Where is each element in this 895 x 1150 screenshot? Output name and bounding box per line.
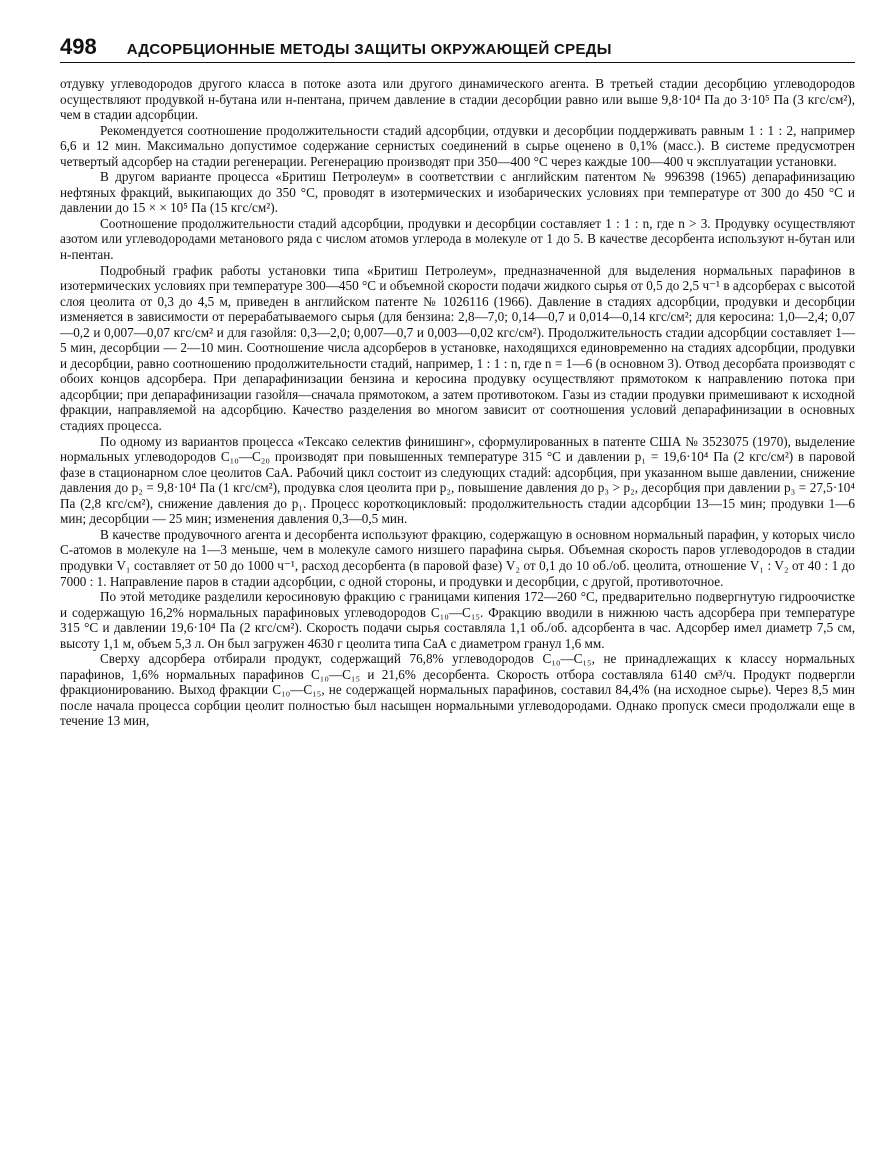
page-number: 498 — [60, 34, 97, 59]
page-header — [60, 34, 855, 63]
body-text — [60, 76, 855, 729]
paragraph: В другом варианте процесса «Бритиш Петролеум» в соответствии с английским патентом № 996398 (1965) депарафинизацию нефтяных фракций, выкипающих до 350 °С, проводят в изотермических и изобарических условиях при температуре от 300 до 450 °С и давлении до 15 × × 10⁵ Па (15 кгс/см²). — [60, 169, 855, 216]
paragraph: отдувку углеводородов другого класса в потоке азота или другого динамического агента. В третьей стадии десорбцию углеводородов осуществляют продувкой н-бутана или н-пентана, причем давление в стадии десорбции равно или выше 9,8·10⁴ Па до 3·10⁵ Па (3 кгс/см²), чем в стадии адсорбции. — [60, 76, 855, 123]
paragraph: По этой методике разделили керосиновую фракцию с границами кипения 172—260 °С, предварительно подвергнутую гидроочистке и содержащую 16,2% нормальных парафиновых углеводородов C₁₀—C₁₅. Фракцию вводили в нижнюю часть адсорбера при температуре 315 °С и давлении 19,6·10⁴ Па (2 кгс/см²). Скорость подачи сырья составляла 1,1 об./об. адсорбента в час. Адсорбер имел диаметр 7,5 см, высоту 1,1 м, объем 5,3 л. Он был загружен 4630 г цеолита типа СаА с диаметром гранул 1,6 мм. — [60, 589, 855, 651]
paragraph: В качестве продувочного агента и десорбента используют фракцию, содержащую в основном нормальный парафин, у которых число С-атомов в молекуле на 1—3 меньше, чем в молекуле самого низшего парафина сырья. Объемная скорость паров углеводородов в стадии продувки V₁ составляет от 50 до 1000 ч⁻¹, расход десорбента (в паровой фазе) V₂ от 0,1 до 10 об./об. цеолита, отношение V₁ : V₂ от 40 : 1 до 7000 : 1. Направление паров в стадии адсорбции, с одной стороны, и продувки и десорбции, с другой, противоточное. — [60, 526, 855, 589]
paragraph: Сверху адсорбера отбирали продукт, содержащий 76,8% углеводородов C₁₀—C₁₅, не принадлежащих к классу нормальных парафинов, 1,6% нормальных парафинов C₁₀—C₁₅ и 21,6% десорбента. Скорость отбора составляла 6140 см³/ч. Продукт подвергли фракционированию. Выход фракции C₁₀—C₁₅, не содержащей нормальных парафинов, составил 84,4% (на исходное сырье). Через 8,5 мин после начала процесса сорбции цеолит полностью был насыщен нормальными углеводородами. Однако пропуск смеси продолжали еще в течение 13 мин, — [60, 651, 855, 729]
paragraph: Подробный график работы установки типа «Бритиш Петролеум», предназначенной для выделения нормальных парафинов в изотермических условиях при температуре 300—450 °С и объемной скорости подачи жидкого сырья от 0,5 до 2,5 ч⁻¹ в адсорберах с высотой слоя цеолита от 0,3 до 4,5 м, приведен в английском патенте № 1026116 (1966). Давление в стадиях адсорбции, продувки и десорбции изменяется в зависимости от перерабатываемого сырья (для бензина: 2,8—7,0; 0,14—0,7 и 0,014—0,14 кгс/см²; для керосина: 1,0—2,4; 0,07—0,2 и 0,007—0,07 кгс/см² и для газойля: 0,3—2,0; 0,007—0,7 и 0,003—0,02 кгс/см²). Продолжительность стадии адсорбции составляет 1—5 мин, десорбции — 2—10 мин. Соотношение числа адсорберов в установке, находящихся единовременно на стадиях адсорбции, продувки и десорбции, равно соотношению продолжительности стадий, например, 1 : 1 : n, где n = 1—6 (в основном 3). Отвод десорбата производят с обоих концов адсорбера. При депарафинизации бензина и керосина продувку осуществляют прямотоком к направлению потока при адсорбции; при депарафинизации газойля—сначала прямотоком, а затем противотоком. Газы из стадии продувки примешивают к исходной фракции, направляемой на адсорбцию. Качество разделения во многом зависит от соотношения условий депарафинизации в основных стадиях процесса. — [60, 262, 855, 434]
paragraph: Соотношение продолжительности стадий адсорбции, продувки и десорбции составляет 1 : 1 : n, где n > 3. Продувку осуществляют азотом или углеводородами метанового ряда с числом атомов углерода в молекуле от 1 до 5. В качестве десорбента используют н-бутан или н-пентан. — [60, 215, 855, 263]
paragraph: Рекомендуется соотношение продолжительности стадий адсорбции, отдувки и десорбции поддерживать равным 1 : 1 : 2, например 6,6 и 12 мин. Максимально допустимое содержание сернистых соединений в сырье оценено в 0,1% (масс.). В системе предусмотрен четвертый адсорбер на стадии регенерации. Регенерацию производят при 350—400 °С через каждые 100—400 ч эксплуатации установки. — [60, 122, 855, 169]
running-title: АДСОРБЦИОННЫЕ МЕТОДЫ ЗАЩИТЫ ОКРУЖАЮЩЕЙ СРЕДЫ — [126, 41, 612, 58]
paragraph: По одному из вариантов процесса «Тексако селектив финишинг», сформулированных в патенте США № 3523075 (1970), выделение нормальных углеводородов C₁₀—C₂₀ производят при повышенных температуре 315 °С и давлении p₁ = 19,6·10⁴ Па (2 кгс/см²) в паровой фазе в стационарном слое цеолитов СаА. Рабочий цикл состоит из следующих стадий: адсорбция, при указанном выше давлении, снижение давления до p₂ = 9,8·10⁴ Па (1 кгс/см²), продувка слоя цеолита при p₂, повышение давления до p₃ > p₂, десорбция при давлении p₃ = 27,5·10⁴ Па (2,8 кгс/см²), снижение давления до p₁. Процесс короткоцикловый: продолжительность стадии адсорбции 13—15 мин; продувки 1—6 мин; десорбции — 25 мин; изменения давления 0,3—0,5 мин. — [60, 433, 855, 527]
